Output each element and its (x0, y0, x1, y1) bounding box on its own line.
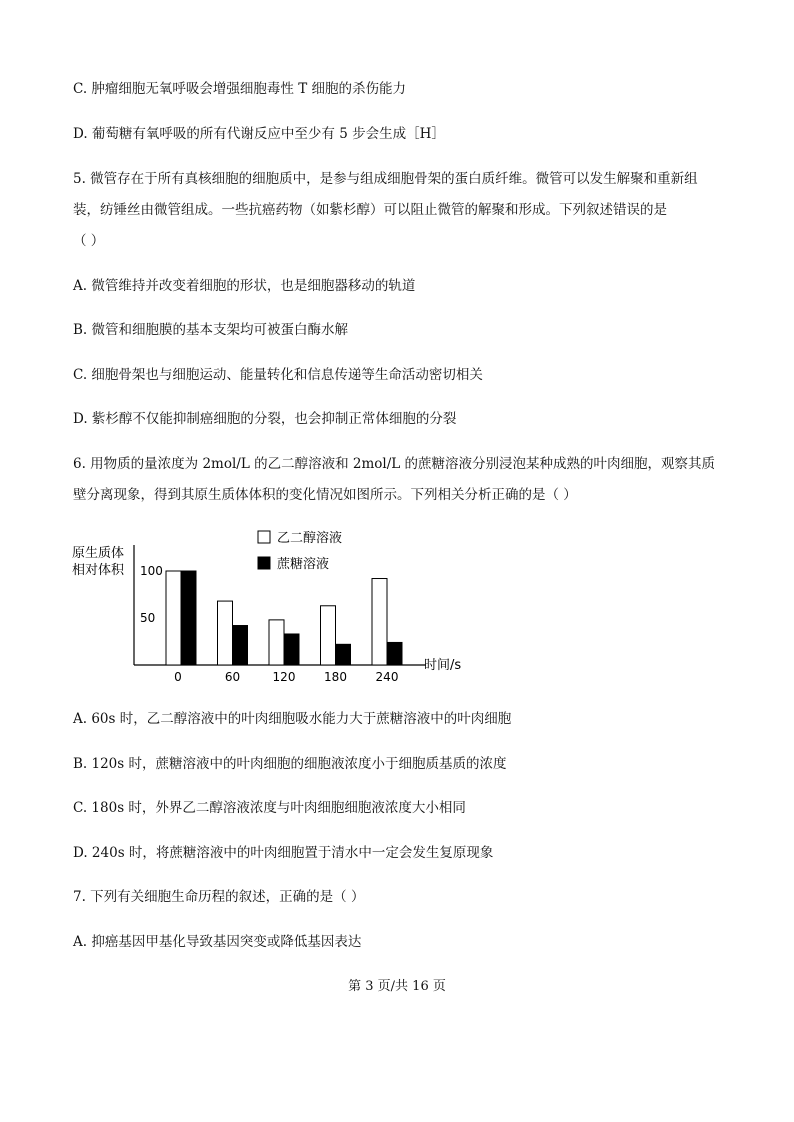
question-6-line-1: 6. 用物质的量浓度为 2mol/L 的乙二醇溶液和 2mol/L 的蔗糖溶液分别浸泡某种成熟的叶肉细胞，观察其质 (73, 456, 716, 472)
option-7a: A. 抑癌基因甲基化导致基因突变或降低基因表达 (73, 934, 362, 950)
bar-ethylene-glycol (218, 601, 233, 665)
x-tick-label: 180 (324, 670, 347, 684)
legend-swatch (258, 531, 270, 543)
bar-sucrose (284, 634, 299, 665)
chart-legend (258, 530, 342, 572)
legend-label: 蔗糖溶液 (277, 557, 330, 572)
question-5-line-1: 5. 微管存在于所有真核细胞的细胞质中，是参与组成细胞骨架的蛋白质纤维。微管可以发生解聚和重新组 (73, 171, 698, 187)
option-6b: B. 120s 时，蔗糖溶液中的叶肉细胞的细胞液浓度小于细胞质基质的浓度 (73, 756, 507, 772)
page-footer: 第 3 页/共 16 页 (348, 979, 446, 994)
bar-sucrose (336, 644, 351, 665)
legend-swatch (258, 557, 270, 569)
question-7: 7. 下列有关细胞生命历程的叙述，正确的是（ ） (73, 889, 365, 905)
bar-sucrose (181, 571, 196, 665)
option-5a: A. 微管维持并改变着细胞的形状，也是细胞器移动的轨道 (73, 278, 416, 294)
line-1d: D. 葡萄糖有氧呼吸的所有代谢反应中至少有 5 步会生成［H］ (73, 126, 445, 142)
option-5d: D. 紫杉醇不仅能抑制癌细胞的分裂，也会抑制正常体细胞的分裂 (73, 411, 457, 427)
option-5c: C. 细胞骨架也与细胞运动、能量转化和信息传递等生命活动密切相关 (73, 367, 483, 383)
bar-ethylene-glycol (166, 571, 181, 665)
chart-bars (166, 571, 402, 665)
protoplast-volume-chart (68, 525, 488, 690)
x-tick-label: 0 (174, 670, 182, 684)
x-tick-label: 60 (224, 670, 241, 684)
question-5-line-2: 装，纺锤丝由微管组成。一些抗癌药物（如紫杉醇）可以阻止微管的解聚和形成。下列叙述错误的是 (73, 202, 667, 218)
bar-sucrose (387, 642, 402, 665)
line-1c: C. 肿瘤细胞无氧呼吸会增强细胞毒性 T 细胞的杀伤能力 (73, 81, 407, 97)
bar-ethylene-glycol (321, 606, 336, 665)
x-axis-label: 时间/s (424, 658, 462, 673)
x-tick-label: 240 (375, 670, 399, 684)
option-6d: D. 240s 时，将蔗糖溶液中的叶肉细胞置于清水中一定会发生复原现象 (73, 845, 494, 861)
x-tick-label: 120 (272, 670, 296, 684)
y-tick-label: 100 (140, 564, 163, 578)
bar-sucrose (233, 626, 248, 665)
option-6c: C. 180s 时，外界乙二醇溶液浓度与叶肉细胞细胞液浓度大小相同 (73, 800, 466, 816)
y-tick-label: 50 (140, 611, 156, 625)
y-axis-label-line-1: 原生质体 (72, 546, 125, 561)
y-axis-label-line-2: 相对体积 (72, 563, 125, 578)
option-6a: A. 60s 时，乙二醇溶液中的叶肉细胞吸水能力大于蔗糖溶液中的叶肉细胞 (73, 711, 512, 727)
question-6-line-2: 壁分离现象，得到其原生质体体积的变化情况如图所示。下列相关分析正确的是（ ） (73, 487, 577, 503)
legend-label: 乙二醇溶液 (277, 531, 343, 546)
bar-ethylene-glycol (269, 620, 284, 665)
option-5b: B. 微管和细胞膜的基本支架均可被蛋白酶水解 (73, 322, 349, 338)
question-5-blank: （ ） (73, 233, 105, 249)
bar-ethylene-glycol (372, 579, 387, 665)
